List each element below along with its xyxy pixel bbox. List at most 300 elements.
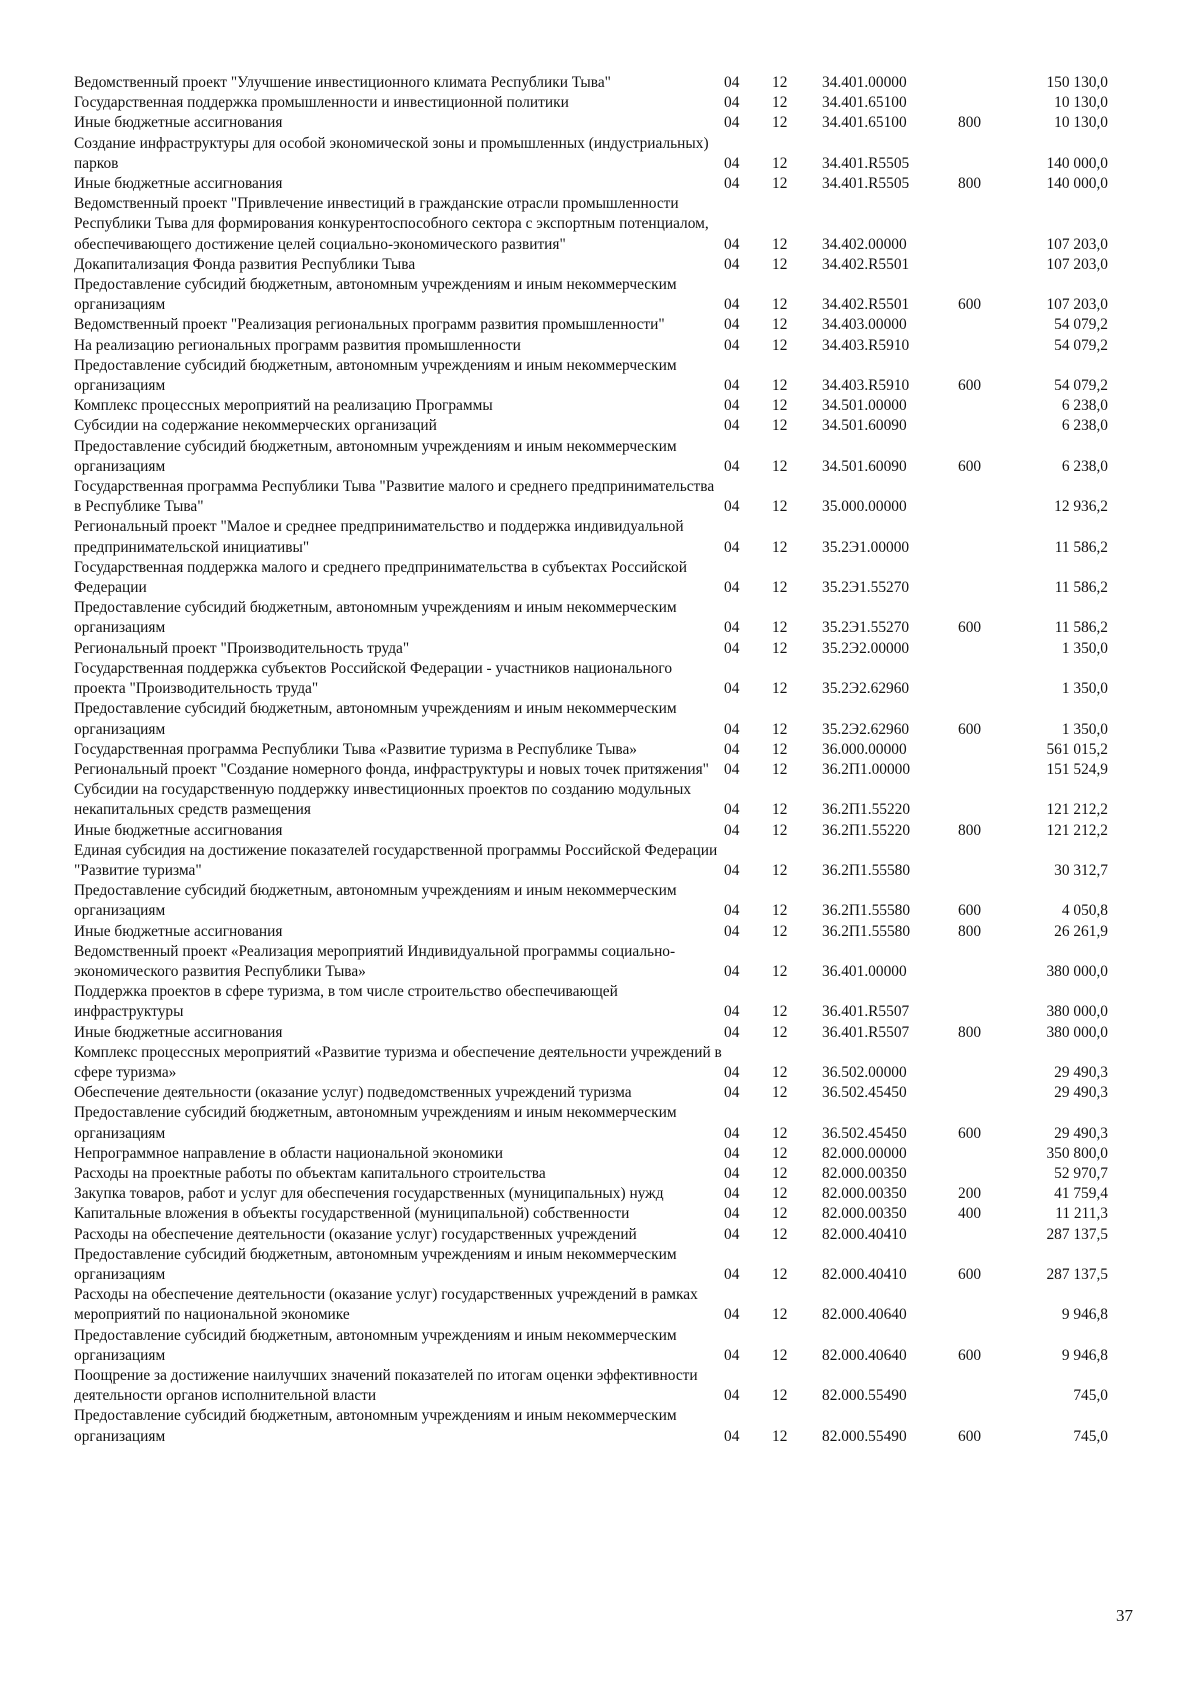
subsection-code-cell: 12 [772,1346,788,1364]
expense-name-cell: Непрограммное направление в области национальной экономики [74,1144,503,1162]
expense-type-code-cell [958,396,1028,416]
expense-name-cell: Иные бюджетные ассигнования [74,922,283,940]
expense-type-code-cell [958,336,1028,356]
expense-name-cell: На реализацию региональных программ развития промышленности [74,336,521,354]
page-number: 37 [1116,1606,1133,1625]
expense-type-code-cell: 800 [958,175,982,193]
table-row [74,1164,1108,1184]
target-article-code-cell: 82.000.55490 [822,1427,907,1445]
table-row [74,275,1108,315]
section-code-cell: 04 [724,639,740,657]
target-article-code-cell: 35.2Э1.55270 [822,579,910,597]
expense-type-code-cell [958,477,1028,517]
amount-cell: 6 238,0 [1061,417,1108,435]
expense-name-cell: Капитальные вложения в объекты государственной (муниципальной) собственности [74,1205,630,1223]
amount-cell: 6 238,0 [1061,397,1108,415]
amount-cell: 107 203,0 [1046,255,1108,273]
amount-cell: 41 759,4 [1054,1185,1108,1203]
table-row [74,477,1108,517]
subsection-code-cell: 12 [772,316,788,334]
amount-cell: 380 000,0 [1046,1023,1108,1041]
expense-name-cell: Предоставление субсидий бюджетным, автономным учреждениям и иным некоммерческим организациям [74,437,677,475]
target-article-code-cell: 82.000.55490 [822,1387,907,1405]
target-article-code-cell: 82.000.00350 [822,1185,907,1203]
target-article-code-cell: 34.403.R5910 [822,336,910,354]
expense-name-cell: Ведомственный проект "Улучшение инвестиционного климата Республики Тыва" [74,74,611,91]
expense-type-code-cell: 200 [958,1185,982,1203]
expense-name-cell: Региональный проект "Малое и среднее предпринимательство и поддержка индивидуальной предпринимательской инициативы" [74,518,684,556]
amount-cell: 12 936,2 [1054,498,1108,516]
section-code-cell: 04 [724,579,740,597]
subsection-code-cell: 12 [772,1063,788,1081]
target-article-code-cell: 34.402.R5501 [822,296,910,314]
table-row [74,942,1108,982]
table-row [74,598,1108,638]
section-code-cell: 04 [724,1084,740,1102]
expense-name-cell: Субсидии на содержание некоммерческих организаций [74,417,437,435]
table-row [74,1285,1108,1325]
section-code-cell: 04 [724,821,740,839]
target-article-code-cell: 34.401.R5505 [822,175,910,193]
expense-type-code-cell [958,134,1028,174]
expense-type-code-cell [958,1285,1028,1325]
expense-name-cell: Предоставление субсидий бюджетным, автономным учреждениям и иным некоммерческим организациям [74,1104,677,1142]
table-row [74,1083,1108,1103]
expense-name-cell: Комплекс процессных мероприятий «Развитие туризма и обеспечение деятельности учреждений в сфере туризма» [74,1043,722,1081]
amount-cell: 140 000,0 [1046,154,1108,172]
expense-type-code-cell: 800 [958,114,982,132]
expense-name-cell: Предоставление субсидий бюджетным, автономным учреждениям и иным некоммерческим организациям [74,599,677,637]
amount-cell: 11 586,2 [1054,619,1108,637]
amount-cell: 30 312,7 [1054,861,1108,879]
target-article-code-cell: 34.402.00000 [822,235,907,253]
table-row [74,841,1108,881]
subsection-code-cell: 12 [772,619,788,637]
section-code-cell: 04 [724,680,740,698]
subsection-code-cell: 12 [772,154,788,172]
section-code-cell: 04 [724,619,740,637]
target-article-code-cell: 35.2Э1.55270 [822,619,910,637]
amount-cell: 287 137,5 [1046,1265,1108,1283]
table-row [74,1023,1108,1043]
subsection-code-cell: 12 [772,377,788,395]
section-code-cell: 04 [724,377,740,395]
expense-name-cell: Докапитализация Фонда развития Республики Тыва [74,255,416,273]
amount-cell: 1 350,0 [1061,639,1108,657]
subsection-code-cell: 12 [772,397,788,415]
subsection-code-cell: 12 [772,801,788,819]
expense-type-code-cell: 600 [958,457,982,475]
section-code-cell: 04 [724,417,740,435]
subsection-code-cell: 12 [772,639,788,657]
expense-name-cell: Единая субсидия на достижение показателей государственной программы Российской Федерации "Развитие туризма" [74,841,718,879]
table-row [74,821,1108,841]
table-row [74,437,1108,477]
expense-name-cell: Предоставление субсидий бюджетным, автономным учреждениям и иным некоммерческим организациям [74,1407,677,1445]
subsection-code-cell: 12 [772,336,788,354]
table-row [74,517,1108,557]
expense-name-cell: Региональный проект "Создание номерного фонда, инфраструктуры и новых точек притяжения" [74,760,709,778]
budget-table-body [74,73,1108,1447]
amount-cell: 10 130,0 [1054,94,1108,112]
expense-type-code-cell [958,1043,1028,1083]
expense-type-code-cell [958,841,1028,881]
target-article-code-cell: 36.401.R5507 [822,1003,910,1021]
table-row [74,1103,1108,1143]
amount-cell: 11 586,2 [1054,538,1108,556]
table-row [74,1225,1108,1245]
subsection-code-cell: 12 [772,1023,788,1041]
subsection-code-cell: 12 [772,720,788,738]
section-code-cell: 04 [724,1265,740,1283]
expense-name-cell: Поощрение за достижение наилучших значений показателей по итогам оценки эффективности деятельности органов исполнительной власти [74,1367,698,1405]
target-article-code-cell: 82.000.00350 [822,1164,907,1182]
subsection-code-cell: 12 [772,538,788,556]
section-code-cell: 04 [724,902,740,920]
expense-name-cell: Государственная поддержка субъектов Российской Федерации - участников национального проекта "Производительность труда" [74,659,673,698]
table-row [74,1406,1108,1446]
expense-name-cell: Комплекс процессных мероприятий на реализацию Программы [74,397,493,415]
subsection-code-cell: 12 [772,457,788,475]
amount-cell: 745,0 [1073,1387,1108,1405]
expense-name-cell: Обеспечение деятельности (оказание услуг) подведомственных учреждений туризма [74,1084,632,1102]
expense-name-cell: Предоставление субсидий бюджетным, автономным учреждениям и иным некоммерческим организациям [74,700,677,738]
expense-name-cell: Предоставление субсидий бюджетным, автономным учреждениям и иным некоммерческим организациям [74,1245,677,1283]
expense-type-code-cell [958,1083,1028,1103]
expense-name-cell: Расходы на обеспечение деятельности (оказание услуг) государственных учреждений в рамках мероприятий по национальной экономике [74,1286,698,1324]
expense-type-code-cell [958,517,1028,557]
expense-name-cell: Иные бюджетные ассигнования [74,114,283,132]
budget-table [74,73,1108,1447]
expense-type-code-cell [958,558,1028,598]
table-row [74,73,1108,93]
section-code-cell: 04 [724,1306,740,1324]
target-article-code-cell: 36.401.00000 [822,962,907,980]
expense-type-code-cell: 600 [958,1124,982,1142]
amount-cell: 4 050,8 [1061,902,1108,920]
section-code-cell: 04 [724,1124,740,1142]
amount-cell: 6 238,0 [1061,457,1108,475]
target-article-code-cell: 36.401.R5507 [822,1023,910,1041]
expense-type-code-cell [958,760,1028,780]
expense-type-code-cell: 600 [958,296,982,314]
expense-name-cell: Предоставление субсидий бюджетным, автономным учреждениям и иным некоммерческим организациям [74,276,677,314]
section-code-cell: 04 [724,94,740,112]
target-article-code-cell: 36.502.00000 [822,1063,907,1081]
table-row [74,336,1108,356]
table-row [74,1245,1108,1285]
table-row [74,315,1108,335]
table-row [74,1326,1108,1366]
expense-name-cell: Иные бюджетные ассигнования [74,1023,283,1041]
table-row [74,134,1108,174]
table-row [74,1043,1108,1083]
expense-name-cell: Предоставление субсидий бюджетным, автономным учреждениям и иным некоммерческим организациям [74,882,677,920]
amount-cell: 11 211,3 [1055,1205,1108,1223]
section-code-cell: 04 [724,235,740,253]
expense-type-code-cell: 800 [958,922,982,940]
target-article-code-cell: 35.000.00000 [822,498,907,516]
expense-type-code-cell [958,982,1028,1022]
subsection-code-cell: 12 [772,114,788,132]
expense-type-code-cell [958,93,1028,113]
expense-type-code-cell: 600 [958,377,982,395]
section-code-cell: 04 [724,154,740,172]
expense-type-code-cell [958,315,1028,335]
target-article-code-cell: 82.000.40410 [822,1265,907,1283]
amount-cell: 380 000,0 [1046,1003,1108,1021]
expense-name-cell: Закупка товаров, работ и услуг для обеспечения государственных (муниципальных) нужд [74,1185,664,1203]
amount-cell: 1 350,0 [1061,680,1108,698]
amount-cell: 29 490,3 [1054,1084,1108,1102]
expense-name-cell: Иные бюджетные ассигнования [74,175,283,193]
amount-cell: 561 015,2 [1046,740,1108,758]
amount-cell: 150 130,0 [1046,74,1108,91]
expense-type-code-cell: 600 [958,1427,982,1445]
amount-cell: 350 800,0 [1046,1144,1108,1162]
section-code-cell: 04 [724,498,740,516]
section-code-cell: 04 [724,538,740,556]
expense-name-cell: Государственная поддержка промышленности и инвестиционной политики [74,94,569,112]
expense-name-cell: Государственная поддержка малого и среднего предпринимательства в субъектах Российской Федерации [74,558,687,597]
subsection-code-cell: 12 [772,1387,788,1405]
section-code-cell: 04 [724,296,740,314]
expense-type-code-cell: 600 [958,720,982,738]
expense-name-cell: Расходы на проектные работы по объектам капитального строительства [74,1164,546,1182]
table-row [74,760,1108,780]
expense-type-code-cell: 600 [958,1265,982,1283]
amount-cell: 29 490,3 [1054,1124,1108,1142]
expense-type-code-cell [958,1144,1028,1164]
expense-name-cell: Ведомственный проект «Реализация мероприятий Индивидуальной программы социально-экономического развития Республики Тыва» [74,942,676,980]
subsection-code-cell: 12 [772,235,788,253]
amount-cell: 29 490,3 [1054,1063,1108,1081]
target-article-code-cell: 34.403.R5910 [822,377,910,395]
target-article-code-cell: 36.502.45450 [822,1084,907,1102]
expense-type-code-cell [958,194,1028,255]
target-article-code-cell: 35.2Э2.62960 [822,680,910,698]
amount-cell: 9 946,8 [1061,1306,1108,1324]
target-article-code-cell: 36.2П1.55580 [822,861,911,879]
expense-type-code-cell [958,1366,1028,1406]
section-code-cell: 04 [724,760,740,778]
expense-name-cell: Создание инфраструктуры для особой экономической зоны и промышленных (индустриальных) парков [74,134,709,172]
amount-cell: 380 000,0 [1046,962,1108,980]
amount-cell: 151 524,9 [1046,760,1108,778]
subsection-code-cell: 12 [772,255,788,273]
expense-type-code-cell [958,659,1028,699]
expense-type-code-cell [958,639,1028,659]
subsection-code-cell: 12 [772,760,788,778]
target-article-code-cell: 34.401.R5505 [822,154,910,172]
expense-type-code-cell [958,942,1028,982]
table-row [74,659,1108,699]
subsection-code-cell: 12 [772,74,788,91]
table-row [74,1144,1108,1164]
expense-name-cell: Поддержка проектов в сфере туризма, в том числе строительство обеспечивающей инфраструктуры [74,983,618,1021]
subsection-code-cell: 12 [772,1144,788,1162]
section-code-cell: 04 [724,1003,740,1021]
section-code-cell: 04 [724,1387,740,1405]
section-code-cell: 04 [724,1427,740,1445]
section-code-cell: 04 [724,74,740,91]
target-article-code-cell: 36.2П1.00000 [822,760,911,778]
amount-cell: 9 946,8 [1061,1346,1108,1364]
table-row [74,558,1108,598]
amount-cell: 11 586,2 [1054,579,1108,597]
expense-type-code-cell [958,780,1028,820]
amount-cell: 107 203,0 [1046,296,1108,314]
expense-type-code-cell [958,1225,1028,1245]
subsection-code-cell: 12 [772,680,788,698]
subsection-code-cell: 12 [772,962,788,980]
section-code-cell: 04 [724,720,740,738]
section-code-cell: 04 [724,740,740,758]
subsection-code-cell: 12 [772,296,788,314]
expense-name-cell: Ведомственный проект "Привлечение инвестиций в гражданские отрасли промышленности Республики Тыва для формирования конкурентоспособного сектора с экспортным потенциалом, обеспечивающего достижение целей социально-экономического развития" [74,195,709,253]
expense-type-code-cell: 400 [958,1205,982,1223]
target-article-code-cell: 82.000.40640 [822,1306,907,1324]
target-article-code-cell: 35.2Э2.62960 [822,720,910,738]
section-code-cell: 04 [724,861,740,879]
section-code-cell: 04 [724,1144,740,1162]
target-article-code-cell: 34.501.00000 [822,397,907,415]
amount-cell: 1 350,0 [1061,720,1108,738]
amount-cell: 745,0 [1073,1427,1108,1445]
expense-type-code-cell: 800 [958,1023,982,1041]
subsection-code-cell: 12 [772,1084,788,1102]
target-article-code-cell: 36.2П1.55580 [822,902,911,920]
subsection-code-cell: 12 [772,1205,788,1223]
expense-type-code-cell [958,73,1028,93]
section-code-cell: 04 [724,316,740,334]
subsection-code-cell: 12 [772,1225,788,1243]
target-article-code-cell: 36.000.00000 [822,740,907,758]
amount-cell: 121 212,2 [1046,801,1108,819]
amount-cell: 54 079,2 [1054,336,1108,354]
table-row [74,174,1108,194]
expense-type-code-cell [958,740,1028,760]
expense-name-cell: Государственная программа Республики Тыва "Развитие малого и среднего предпринимательства в Республике Тыва" [74,478,715,516]
subsection-code-cell: 12 [772,1003,788,1021]
expense-name-cell: Государственная программа Республики Тыва «Развитие туризма в Республике Тыва» [74,740,638,758]
expense-type-code-cell: 800 [958,821,982,839]
expense-type-code-cell: 600 [958,619,982,637]
table-row [74,194,1108,255]
section-code-cell: 04 [724,801,740,819]
target-article-code-cell: 35.2Э1.00000 [822,538,910,556]
expense-name-cell: Ведомственный проект "Реализация региональных программ развития промышленности" [74,316,665,334]
expense-type-code-cell [958,255,1028,275]
table-row [74,1366,1108,1406]
table-row [74,1204,1108,1224]
subsection-code-cell: 12 [772,94,788,112]
amount-cell: 107 203,0 [1046,235,1108,253]
target-article-code-cell: 34.402.R5501 [822,255,910,273]
section-code-cell: 04 [724,336,740,354]
target-article-code-cell: 34.501.60090 [822,457,907,475]
table-row [74,881,1108,921]
section-code-cell: 04 [724,1164,740,1182]
expense-name-cell: Предоставление субсидий бюджетным, автономным учреждениям и иным некоммерческим организациям [74,1326,677,1364]
subsection-code-cell: 12 [772,821,788,839]
table-row [74,416,1108,436]
subsection-code-cell: 12 [772,175,788,193]
target-article-code-cell: 82.000.40410 [822,1225,907,1243]
expense-type-code-cell [958,1164,1028,1184]
subsection-code-cell: 12 [772,1265,788,1283]
section-code-cell: 04 [724,1346,740,1364]
section-code-cell: 04 [724,1063,740,1081]
target-article-code-cell: 34.501.60090 [822,417,907,435]
table-row [74,699,1108,739]
amount-cell: 121 212,2 [1046,821,1108,839]
subsection-code-cell: 12 [772,1124,788,1142]
table-row [74,356,1108,396]
expense-type-code-cell [958,416,1028,436]
subsection-code-cell: 12 [772,498,788,516]
expense-name-cell: Субсидии на государственную поддержку инвестиционных проектов по созданию модульных некапитальных средств размещения [74,781,692,819]
subsection-code-cell: 12 [772,1427,788,1445]
subsection-code-cell: 12 [772,922,788,940]
section-code-cell: 04 [724,114,740,132]
subsection-code-cell: 12 [772,1185,788,1203]
table-row [74,780,1108,820]
target-article-code-cell: 36.502.45450 [822,1124,907,1142]
table-row [74,93,1108,113]
target-article-code-cell: 34.401.65100 [822,114,907,132]
table-row [74,740,1108,760]
expense-name-cell: Региональный проект "Производительность труда" [74,639,410,657]
section-code-cell: 04 [724,255,740,273]
amount-cell: 26 261,9 [1054,922,1108,940]
amount-cell: 54 079,2 [1054,377,1108,395]
amount-cell: 52 970,7 [1054,1164,1108,1182]
table-row [74,113,1108,133]
section-code-cell: 04 [724,1023,740,1041]
table-row [74,639,1108,659]
amount-cell: 54 079,2 [1054,316,1108,334]
target-article-code-cell: 35.2Э2.00000 [822,639,910,657]
expense-type-code-cell: 600 [958,1346,982,1364]
table-row [74,982,1108,1022]
subsection-code-cell: 12 [772,861,788,879]
subsection-code-cell: 12 [772,1164,788,1182]
subsection-code-cell: 12 [772,902,788,920]
subsection-code-cell: 12 [772,1306,788,1324]
target-article-code-cell: 34.403.00000 [822,316,907,334]
target-article-code-cell: 34.401.65100 [822,94,907,112]
section-code-cell: 04 [724,962,740,980]
section-code-cell: 04 [724,1225,740,1243]
section-code-cell: 04 [724,1185,740,1203]
section-code-cell: 04 [724,397,740,415]
target-article-code-cell: 82.000.00000 [822,1144,907,1162]
target-article-code-cell: 36.2П1.55220 [822,821,911,839]
table-row [74,255,1108,275]
expense-name-cell: Иные бюджетные ассигнования [74,821,283,839]
target-article-code-cell: 36.2П1.55220 [822,801,911,819]
expense-type-code-cell: 600 [958,902,982,920]
subsection-code-cell: 12 [772,417,788,435]
amount-cell: 287 137,5 [1046,1225,1108,1243]
section-code-cell: 04 [724,175,740,193]
expense-name-cell: Предоставление субсидий бюджетным, автономным учреждениям и иным некоммерческим организациям [74,356,677,395]
expense-name-cell: Расходы на обеспечение деятельности (оказание услуг) государственных учреждений [74,1225,637,1243]
section-code-cell: 04 [724,1205,740,1223]
target-article-code-cell: 34.401.00000 [822,74,907,91]
amount-cell: 140 000,0 [1046,175,1108,193]
